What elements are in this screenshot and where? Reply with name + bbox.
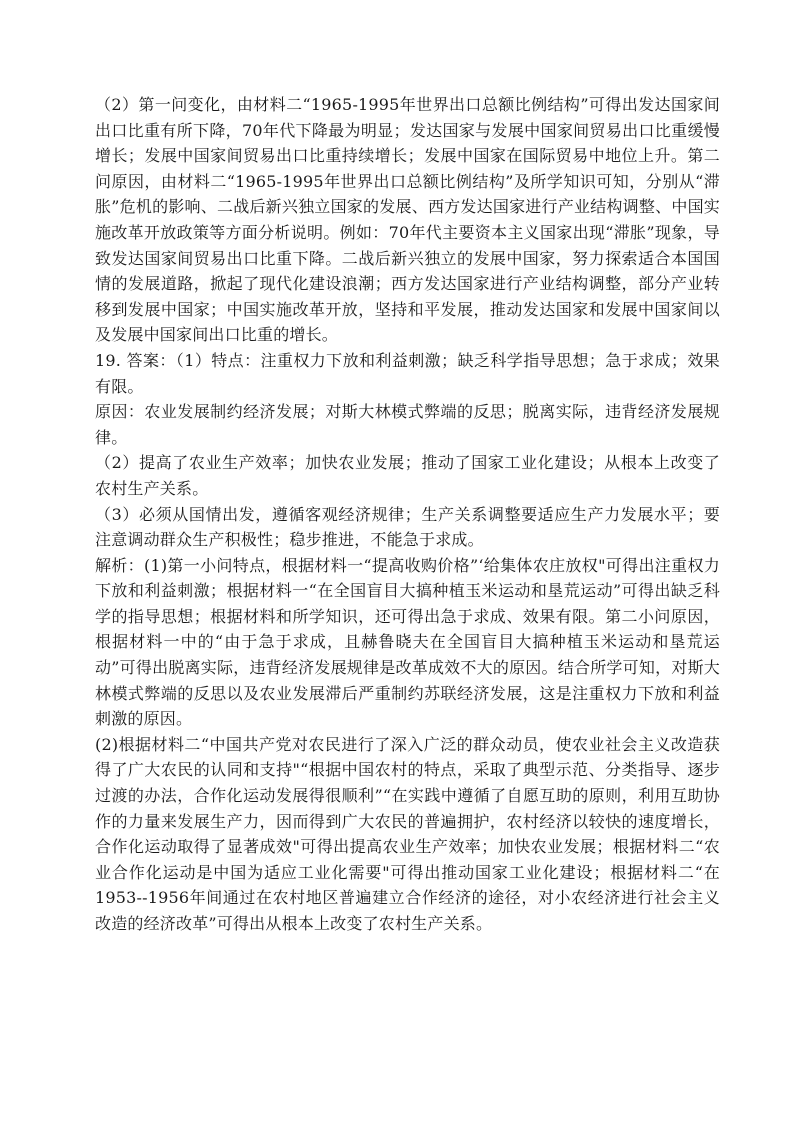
paragraph-q2-analysis: （2）第一问变化，由材料二“1965-1995年世界出口总额比例结构”可得出发达国家间出口比重有所下降，70年代下降最为明显；发达国家与发展中国家间贸易出口比重缓慢增长；发展中国家间贸易出口比重持续增长；发展中国家在国际贸易中地位上升。第二问原因，由材料二“1965-1995年世界出口总额比例结构”及所学知识可知，分别从“滞胀”危机的影响、二战后新兴独立国家的发展、西方发达国家进行产业结构调整、中国实施改革开放政策等方面分析说明。例如：70年代主要资本主义国家出现“滞胀”现象，导致发达国家间贸易出口比重下降。二战后新兴独立的发展中国家，努力探索适合本国国情的发展道路，掀起了现代化建设浪潮；西方发达国家进行产业结构调整，部分产业转移到发展中国家；中国实施改革开放，坚持和平发展，推动发达国家和发展中国家间以及发展中国家间出口比重的增长。 <box>95 95 720 345</box>
document-body <box>95 92 720 937</box>
paragraph-q19-answer-reasons: 原因：农业发展制约经济发展；对斯大林模式弊端的反思；脱离实际，违背经济发展规律。 <box>95 402 720 447</box>
paragraph-q19-analysis-1: 解析：(1)第一小问特点，根据材料一“提高收购价格”‘给集体农庄放权"可得出注重权力下放和利益刺激；根据材料一“在全国盲目大搞种植玉米运动和垦荒运动”可得出缺乏科学的指导思想；根据材料和所学知识，还可得出急于求成、效果有限。第二小问原因，根据材料一中的“由于急于求成，且赫鲁晓夫在全国盲目大搞种植玉米运动和垦荒运动”可得出脱离实际，违背经济发展规律是改革成效不大的原因。结合所学可知，对斯大林模式弊端的反思以及农业发展滞后严重制约苏联经济发展，这是注重权力下放和利益刺激的原因。 <box>95 555 720 729</box>
paragraph-q19-answer-features: 19. 答案：（1）特点：注重权力下放和利益刺激；缺乏科学指导思想；急于求成；效果有限。 <box>95 350 720 396</box>
paragraph-q19-analysis-2: (2)根据材料二“中国共产党对农民进行了深入广泛的群众动员，使农业社会主义改造获得了广大农民的认同和支持"“根据中国农村的特点，采取了典型示范、分类指导、逐步过渡的办法，合作化运动发展得很顺利”“在实践中遵循了自愿互助的原则，利用互助协作的力量来发展生产力，因而得到广大农民的普遍拥护，农村经济以较快的速度增长，合作化运动取得了显著成效"可得出提高农业生产效率；加快农业发展；根据材料二“农业合作化运动是中国为适应工业化需要"可得出推动国家工业化建设；根据材料二“在1953--1956年间通过在农村地区普遍建立合作经济的途径，对小农经济进行社会主义改造的经济改革”可得出从根本上改变了农村生产关系。 <box>95 734 720 933</box>
paragraph-q19-answer-2: （2）提高了农业生产效率；加快农业发展；推动了国家工业化建设；从根本上改变了农村生产关系。 <box>95 453 720 498</box>
paragraph-q19-answer-3: （3）必须从国情出发，遵循客观经济规律；生产关系调整要适应生产力发展水平；要注意调动群众生产积极性；稳步推进，不能急于求成。 <box>95 504 720 550</box>
